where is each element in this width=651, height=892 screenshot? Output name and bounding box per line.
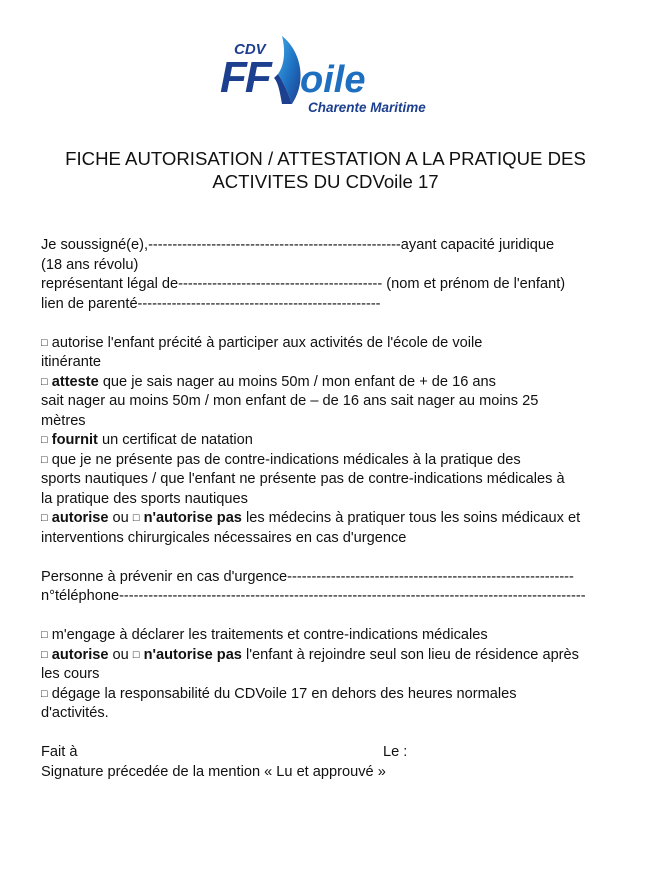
degage-responsabilite-text-cont: d'activités. bbox=[41, 705, 109, 721]
ffvoile-logo-graphic bbox=[220, 30, 430, 116]
declarer-traitements-text: m'engage à déclarer les traitements et contre-indications médicales bbox=[47, 627, 488, 643]
contre-indications-item bbox=[41, 451, 621, 471]
le-date-label[interactable]: Le : bbox=[383, 744, 408, 760]
fournit-text: un certificat de natation bbox=[97, 432, 253, 448]
page-title bbox=[0, 147, 651, 193]
personne-a-prevenir-field[interactable]: Personne à prévenir en cas d'urgence----------------------------------------------------------- bbox=[41, 568, 574, 585]
n-autorise-pas-bold: n'autorise pas bbox=[143, 510, 242, 526]
contre-indications-text: que je ne présente pas de contre-indications médicales à la pratique des bbox=[47, 451, 521, 468]
checkbox-n-autorise-pas-soins[interactable]: □ bbox=[132, 512, 140, 524]
rejoindre-residence-item bbox=[41, 646, 621, 666]
fournit-certificat-item bbox=[41, 431, 621, 451]
fait-a-label[interactable]: Fait à bbox=[41, 744, 78, 760]
title-line-1: FICHE AUTORISATION / ATTESTATION A LA PRATIQUE DES bbox=[65, 148, 586, 169]
checkbox-declarer-traitements[interactable]: □ bbox=[41, 629, 48, 641]
autorise-activites-text-cont: itinérante bbox=[41, 354, 102, 370]
telephone-field[interactable]: n°téléphone------------------------------------------------------------------------------------------------ bbox=[41, 588, 586, 604]
title-line-2: ACTIVITES DU CDVoile 17 bbox=[212, 171, 439, 192]
representant-field[interactable]: représentant légal de------------------------------------------ bbox=[41, 276, 387, 292]
checkbox-n-autorise-pas-rejoindre[interactable]: □ bbox=[132, 648, 140, 661]
contre-indications-text-cont-1: sports nautiques / que l'enfant ne présente pas de contre-indications médicales à bbox=[41, 471, 565, 487]
form-body bbox=[41, 236, 621, 782]
signature-mention: Signature précedée de la mention « Lu et approuvé » bbox=[41, 763, 386, 780]
capacite-text: ayant capacité juridique bbox=[400, 237, 555, 253]
checkbox-contre-indications[interactable]: □ bbox=[41, 453, 48, 466]
soins-medicaux-text-cont: interventions chirurgicales nécessaires en cas d'urgence bbox=[41, 529, 407, 546]
atteste-bold: atteste bbox=[51, 373, 99, 390]
atteste-text-cont-1: sait nager au moins 50m / mon enfant de – de 16 ans sait nager au moins 25 bbox=[41, 393, 539, 409]
soins-medicaux-text: les médecins à pratiquer tous les soins médicaux et bbox=[241, 510, 581, 526]
rejoindre-residence-text: l'enfant à rejoindre seul son lieu de résidence après bbox=[241, 646, 579, 663]
soins-medicaux-item bbox=[41, 509, 621, 529]
nom-prenom-hint: (nom et prénom de l'enfant) bbox=[386, 276, 566, 292]
representant-line bbox=[41, 275, 621, 295]
autorise-rejoindre-bold: autorise bbox=[51, 646, 109, 663]
logo-charente-maritime-text: Charente Maritime bbox=[308, 100, 426, 115]
checkbox-autorise-rejoindre[interactable]: □ bbox=[41, 648, 48, 661]
checkbox-autorise-activites[interactable]: □ bbox=[41, 336, 48, 349]
checkbox-fournit[interactable]: □ bbox=[41, 434, 48, 446]
soussigne-line bbox=[41, 236, 621, 256]
atteste-nager-item bbox=[41, 373, 621, 393]
lien-parente-field[interactable]: lien de parenté-------------------------------------------------- bbox=[41, 295, 381, 312]
logo-voile-text: oile bbox=[300, 59, 366, 101]
logo-ff-text: FF bbox=[220, 53, 270, 102]
checkbox-degage-responsabilite[interactable]: □ bbox=[41, 687, 48, 700]
checkbox-atteste[interactable]: □ bbox=[41, 375, 48, 388]
autorise-activites-item bbox=[41, 334, 621, 354]
fait-a-le-row bbox=[41, 743, 621, 763]
atteste-text-cont-2: mètres bbox=[41, 412, 86, 429]
autorise-bold: autorise bbox=[51, 510, 109, 526]
soussigne-field[interactable]: Je soussigné(e),---------------------------------------------------- bbox=[41, 237, 401, 253]
age-line: (18 ans révolu) bbox=[41, 256, 139, 273]
declarer-traitements-item bbox=[41, 626, 621, 646]
fournit-bold: fournit bbox=[51, 432, 98, 448]
ou-rejoindre-text: ou bbox=[108, 646, 133, 663]
checkbox-autorise-soins[interactable]: □ bbox=[41, 512, 48, 524]
atteste-text: que je sais nager au moins 50m / mon enfant de + de 16 ans bbox=[98, 373, 496, 390]
contre-indications-text-cont-2: la pratique des sports nautiques bbox=[41, 490, 248, 507]
logo-cdv-text: CDV bbox=[234, 41, 266, 58]
n-autorise-pas-rejoindre-bold: n'autorise pas bbox=[143, 646, 242, 663]
rejoindre-residence-text-cont: les cours bbox=[41, 666, 100, 682]
autorise-activites-text: autorise l'enfant précité à participer aux activités de l'école de voile bbox=[47, 334, 483, 351]
degage-responsabilite-item bbox=[41, 685, 621, 705]
ou-text: ou bbox=[108, 510, 133, 526]
cdv-ffvoile-logo bbox=[220, 30, 430, 116]
degage-responsabilite-text: dégage la responsabilité du CDVoile 17 en dehors des heures normales bbox=[47, 685, 517, 702]
